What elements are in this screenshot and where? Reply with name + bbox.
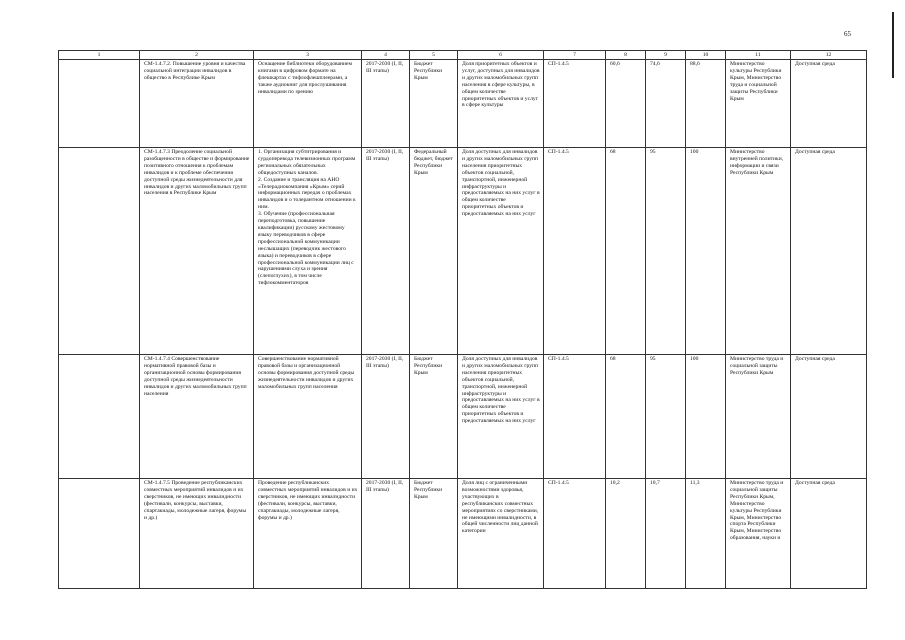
cell-col1: [59, 355, 140, 479]
cell-activity: Проведение республиканских совместных мероприятий инвалидов и их сверстников, не имеющих инвалидности (фестивали, конкурсы, выставки, спартакиады, молодежные лагеря, форумы и др.): [254, 479, 362, 589]
cell-value-1: 68: [606, 148, 646, 355]
cell-executor: Министерство труда и социальной защиты Республики Крым: [726, 355, 791, 479]
col-header: 1: [59, 51, 140, 60]
col-header: 8: [606, 51, 646, 60]
cell-executor: Министерство труда и социальной защиты Республики Крым, Министерство культуры Республики Крым, Министерство спорта Республики Крым, Министерство образования, науки и: [726, 479, 791, 589]
cell-col1: [59, 479, 140, 589]
cell-col1: [59, 148, 140, 355]
program-table: [58, 50, 867, 589]
cell-period: 2017-2030 (I, II, III этапы): [362, 60, 410, 148]
margin-rule: [892, 12, 894, 78]
cell-value-3: 100: [686, 148, 726, 355]
cell-funding: Бюджет Республики Крым: [410, 355, 458, 479]
cell-indicator: Доля приоритетных объектов и услуг, доступных для инвалидов и других маломобильных групп населения в сфере культуры, в общем количестве приоритетных объектов и услуг в сфере культуры: [458, 60, 544, 148]
cell-funding: Бюджет Республики Крым: [410, 60, 458, 148]
cell-measure: СМ-1.4.7.5 Проведение республиканских совместных мероприятий инвалидов и их сверстников, не имеющих инвалидности (фестивали, конкурсы, выставки, спартакиады, молодежные лагеря, форумы и др.): [140, 479, 254, 589]
cell-indicator: Доля доступных для инвалидов и других маломобильных групп населения приоритетных объектов социальной, транспортной, инженерной инфраструктуры и предоставляемых на них услуг в общем количестве приоритетных объектов и предоставляемых на них услуг: [458, 148, 544, 355]
cell-program: Доступная среда: [791, 355, 867, 479]
cell-value-1: 60,6: [606, 60, 646, 148]
cell-funding: Федеральный бюджет, бюджет Республики Крым: [410, 148, 458, 355]
col-header: 12: [791, 51, 867, 60]
col-header: 10: [686, 51, 726, 60]
cell-period: 2017-2030 (I, II, III этапы): [362, 148, 410, 355]
header-row: [59, 51, 867, 60]
cell-code: СП-1.4.5: [544, 148, 606, 355]
cell-value-3: 11,3: [686, 479, 726, 589]
cell-value-3: 88,6: [686, 60, 726, 148]
cell-measure: СМ-1.4.7.2. Повышение уровня и качества социальной интеграции инвалидов в общество в Республике Крым: [140, 60, 254, 148]
col-header: 7: [544, 51, 606, 60]
cell-code: СП-1.4.5: [544, 479, 606, 589]
cell-program: Доступная среда: [791, 60, 867, 148]
cell-executor: Министерство культуры Республики Крым, Министерство труда и социальной защиты Республики Крым: [726, 60, 791, 148]
table-row: [59, 355, 867, 479]
cell-indicator: Доля доступных для инвалидов и других маломобильных групп населения приоритетных объектов социальной, транспортной, инженерной инфраструктуры и предоставляемых на них услуг в общем количестве приоритетных объектов и предоставляемых на них услуг: [458, 355, 544, 479]
cell-period: 2017-2030 (I, II, III этапы): [362, 355, 410, 479]
cell-activity: 1. Организация субтитрирования и сурдоперевода телевизионных программ региональных обязательных общедоступных каналов. 2. Создание и трансляция на АНО «Телерадиокомпания «Крым» серий информационных передач о проблемах инвалидов и о толерантном отношении к ним. 3. Обучение (профессиональная переподготовка, повышение квалификации) русскому жестовому языку переводчиков в сфере профессиональной коммуникации неслышащих (переводчик жестового языка) и переводчиков в сфере профессиональной коммуникации лиц с нарушениями слуха и зрения (слепоглухих), в том числе тифлокомментаторов: [254, 148, 362, 355]
col-header: 3: [254, 51, 362, 60]
cell-indicator: Доля лиц с ограниченными возможностями здоровья, участвующих в республиканских совместных мероприятиях со сверстниками, не имеющими инвалидности, в общей численности лиц данной категории: [458, 479, 544, 589]
table-row: [59, 60, 867, 148]
col-header: 5: [410, 51, 458, 60]
cell-funding: Бюджет Республики Крым: [410, 479, 458, 589]
cell-value-1: 10,2: [606, 479, 646, 589]
page-number: 65: [844, 30, 851, 38]
cell-measure: СМ-1.4.7.4 Совершенствование нормативной правовой базы и организационной основы формирования доступной среды жизнедеятельности инвалидов и других маломобильных групп населения: [140, 355, 254, 479]
cell-code: СП-1.4.5: [544, 355, 606, 479]
col-header: 9: [646, 51, 686, 60]
cell-activity: Совершенствование нормативной правовой базы и организационной основы формирования доступной среды жизнедеятельности инвалидов и других маломобильных групп населения: [254, 355, 362, 479]
cell-period: 2017-2030 (I, II, III этапы): [362, 479, 410, 589]
cell-col1: [59, 60, 140, 148]
cell-value-1: 68: [606, 355, 646, 479]
col-header: 4: [362, 51, 410, 60]
cell-measure: СМ-1.4.7.3 Преодоление социальной разобщенности в обществе и формирование позитивного отношения к проблемам инвалидов и к проблеме обеспечения доступной среды жизнедеятельности для инвалидов и других маломобильных групп населения в Республике Крым: [140, 148, 254, 355]
col-header: 2: [140, 51, 254, 60]
cell-value-2: 95: [646, 355, 686, 479]
cell-value-2: 74,6: [646, 60, 686, 148]
table-row: [59, 148, 867, 355]
cell-executor: Министерство внутренней политики, информации и связи Республики Крым: [726, 148, 791, 355]
cell-value-2: 10,7: [646, 479, 686, 589]
cell-value-3: 100: [686, 355, 726, 479]
col-header: 6: [458, 51, 544, 60]
cell-activity: Оснащение библиотеки оборудованием книгами в цифровом формате на флешкартах с тифлофлешплеерами, а также аудиокниг для прослушивания инвалидами по зрению: [254, 60, 362, 148]
cell-value-2: 95: [646, 148, 686, 355]
table-row: [59, 479, 867, 589]
col-header: 11: [726, 51, 791, 60]
cell-program: Доступная среда: [791, 479, 867, 589]
cell-program: Доступная среда: [791, 148, 867, 355]
cell-code: СП-1.4.5: [544, 60, 606, 148]
